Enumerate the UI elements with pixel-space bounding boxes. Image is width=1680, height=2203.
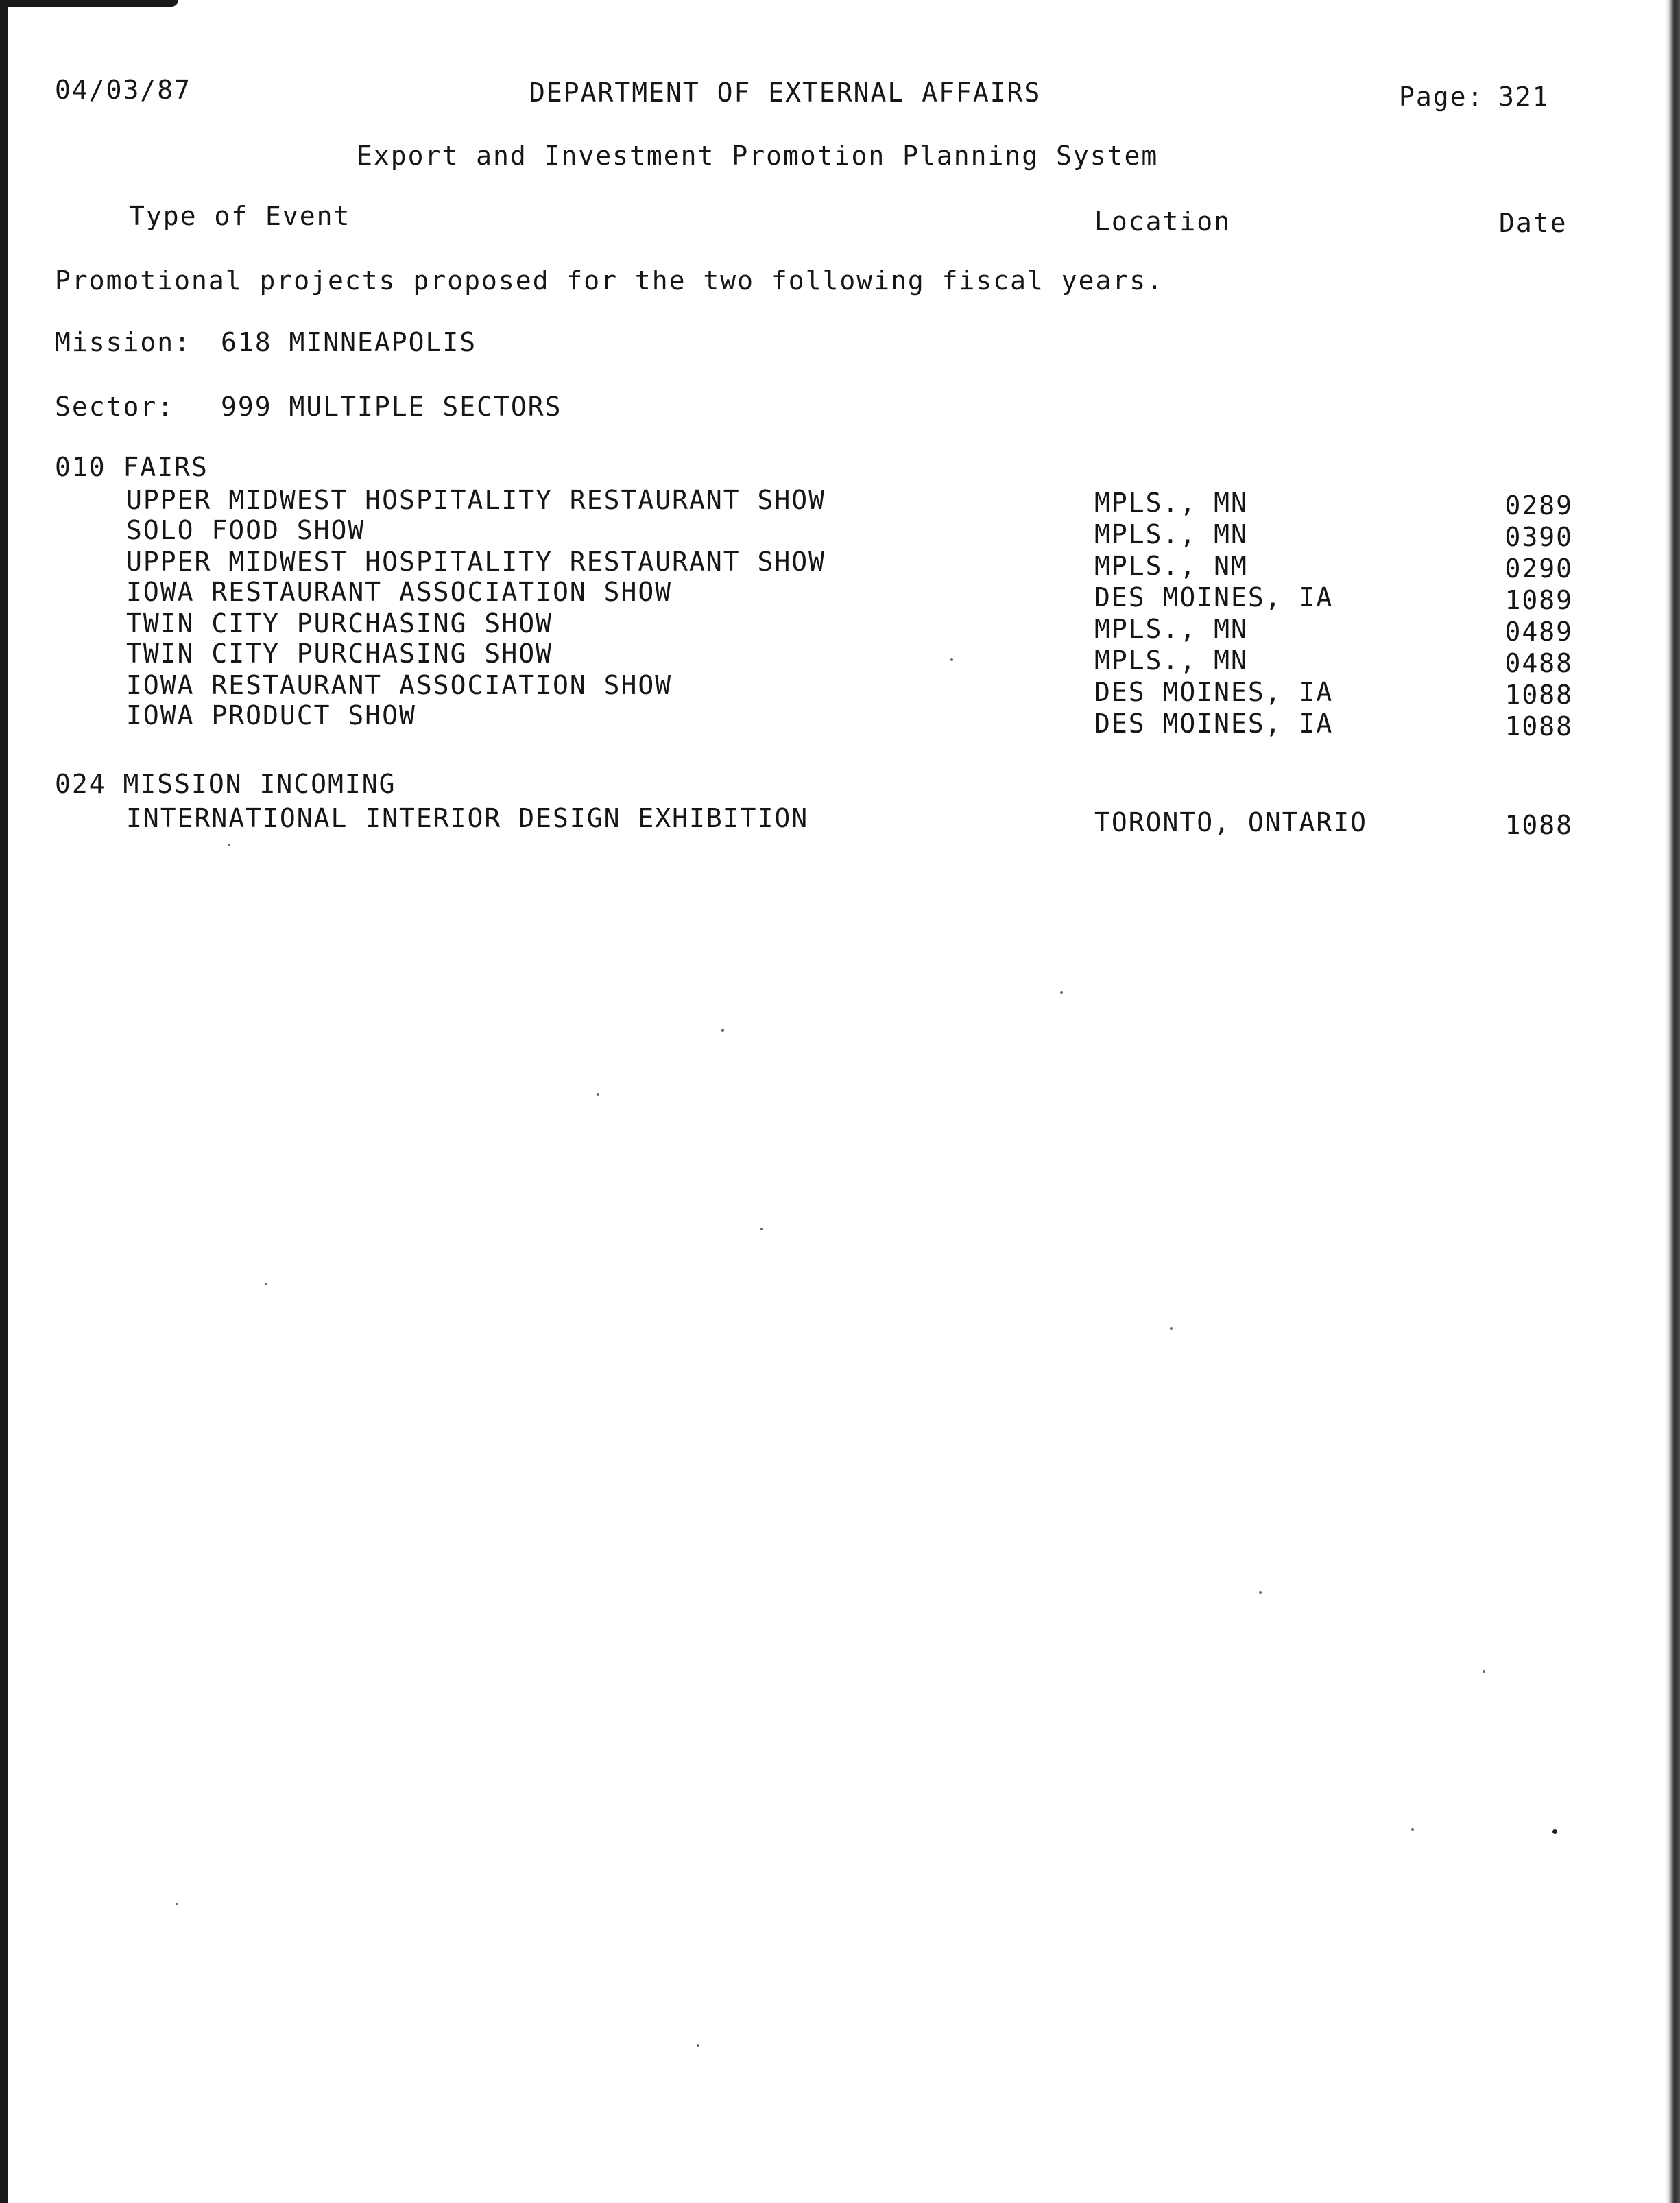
- event-name: IOWA RESTAURANT ASSOCIATION SHOW: [126, 577, 673, 607]
- event-name: INTERNATIONAL INTERIOR DESIGN EXHIBITION: [126, 803, 809, 833]
- scan-speck: [721, 1029, 724, 1032]
- page-label: Page:: [1399, 82, 1485, 112]
- system-title: Export and Investment Promotion Planning System: [357, 141, 1159, 171]
- scan-right-edge: [1665, 0, 1680, 2203]
- event-name: UPPER MIDWEST HOSPITALITY RESTAURANT SHOW: [126, 547, 826, 577]
- scan-speck: [1552, 1829, 1557, 1834]
- event-date: 1089: [1504, 585, 1573, 615]
- event-location: TORONTO, ONTARIO: [1094, 807, 1368, 837]
- event-date: 1088: [1504, 711, 1573, 741]
- scan-speck: [1259, 1591, 1262, 1594]
- page-number: 321: [1498, 82, 1550, 112]
- event-name: IOWA PRODUCT SHOW: [126, 700, 416, 730]
- sector-label: Sector:: [55, 392, 175, 422]
- event-name: IOWA RESTAURANT ASSOCIATION SHOW: [126, 670, 673, 700]
- event-location: MPLS., MN: [1094, 614, 1248, 644]
- event-date: 0290: [1504, 553, 1573, 584]
- mission-value: 618 MINNEAPOLIS: [221, 327, 477, 357]
- scan-speck: [176, 1903, 178, 1905]
- scan-speck: [1483, 1670, 1485, 1673]
- event-location: DES MOINES, IA: [1094, 677, 1334, 707]
- report-date: 04/03/87: [55, 75, 192, 105]
- scan-speck: [265, 1283, 267, 1285]
- event-date: 0390: [1504, 522, 1573, 552]
- event-date: 0488: [1504, 648, 1573, 678]
- scan-speck: [697, 2044, 699, 2047]
- event-date: 1088: [1504, 810, 1573, 840]
- event-location: MPLS., MN: [1094, 645, 1248, 676]
- scan-speck: [1170, 1327, 1173, 1330]
- scan-top-edge: [0, 0, 178, 7]
- event-date: 0289: [1504, 490, 1573, 521]
- scan-speck: [760, 1228, 763, 1230]
- event-location: MPLS., MN: [1094, 519, 1248, 549]
- group-heading-mission-incoming: 024 MISSION INCOMING: [55, 769, 396, 799]
- sector-value: 999 MULTIPLE SECTORS: [221, 392, 562, 422]
- event-location: DES MOINES, IA: [1094, 708, 1334, 739]
- event-name: SOLO FOOD SHOW: [126, 515, 365, 545]
- scan-left-edge: [0, 0, 8, 2203]
- column-header-type-of-event: Type of Event: [129, 201, 351, 231]
- event-name: TWIN CITY PURCHASING SHOW: [126, 608, 553, 639]
- scan-speck: [597, 1093, 599, 1096]
- event-location: MPLS., NM: [1094, 551, 1248, 581]
- event-date: 1088: [1504, 680, 1573, 710]
- scan-speck: [1060, 991, 1063, 994]
- event-location: MPLS., MN: [1094, 488, 1248, 518]
- scan-speck: [228, 844, 230, 846]
- scan-speck: [1411, 1828, 1414, 1831]
- event-date: 0489: [1504, 617, 1573, 647]
- department-title: DEPARTMENT OF EXTERNAL AFFAIRS: [529, 78, 1042, 108]
- column-header-date: Date: [1499, 208, 1568, 238]
- scan-speck: [950, 658, 953, 661]
- group-heading-fairs: 010 FAIRS: [55, 452, 208, 482]
- event-location: DES MOINES, IA: [1094, 582, 1334, 612]
- column-header-location: Location: [1094, 206, 1232, 237]
- event-name: UPPER MIDWEST HOSPITALITY RESTAURANT SHOW: [126, 485, 826, 515]
- report-description: Promotional projects proposed for the two following fiscal years.: [55, 265, 1164, 296]
- event-name: TWIN CITY PURCHASING SHOW: [126, 639, 553, 669]
- mission-label: Mission:: [55, 327, 192, 357]
